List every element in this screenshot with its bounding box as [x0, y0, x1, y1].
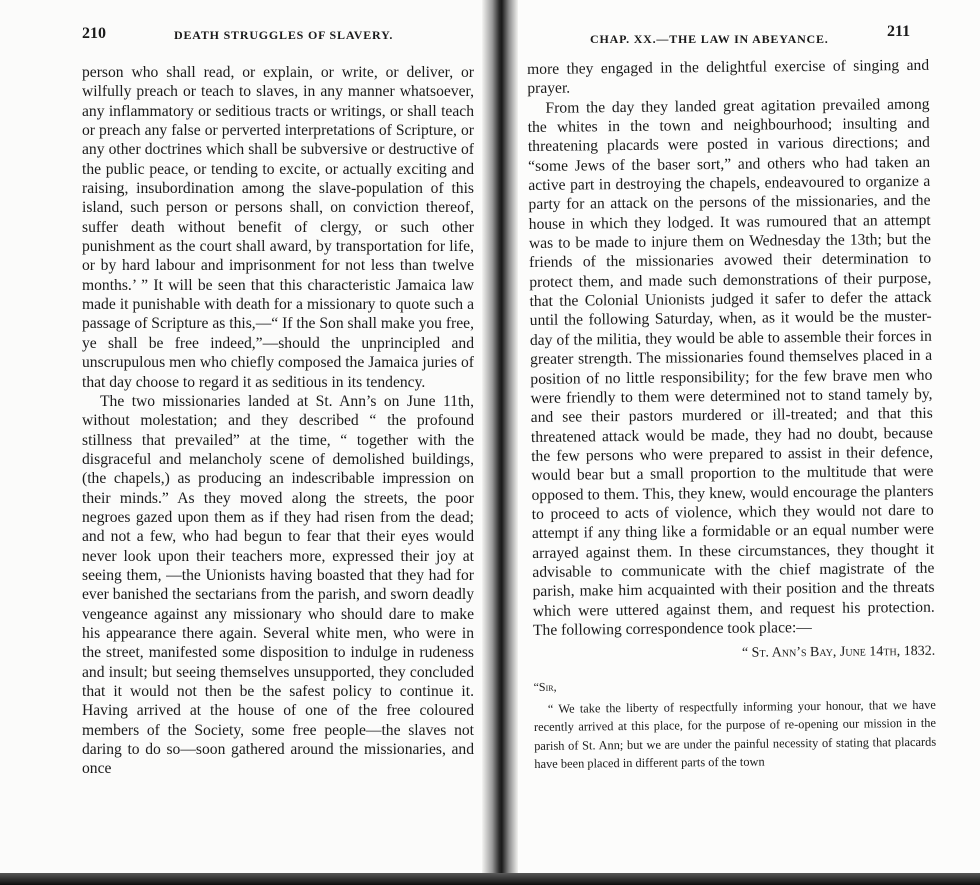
bottom-shadow-band	[0, 873, 980, 885]
left-paragraph-1: person who shall read, or explain, or write, or deliver, or wilfully preach or teach to slaves, in any manner whatsoever, any inflammatory or seditious tracts or writings, or shall teach or preach any false or perverted interpretations of Scripture, or any other doctrines which shall be subversive or destructive of the public peace, or tending to excite, or actually exciting and raising, insubordination among the slave-population of this island, such person or persons shall, on conviction thereof, suffer death without benefit of clergy, or such other punishment as the court shall award, by transportation for life, or by hard labour and imprisonment for not less than twelve months.’ ” It will be seen that this characteristic Jamaica law made it punishable with death for a missionary to quote such a passage of Scripture as this,—“ If the Son shall make you free, ye shall be free indeed,”—should the unprincipled and unscrupulous men who chiefly composed the Jamaica juries of that day choose to regard it as seditious in its tendency.	[82, 64, 474, 391]
left-paragraph-2: The two missionaries landed at St. Ann’s on June 11th, without molestation; and they described “ the profound stillness that prevailed” at the time, “ together with the disgraceful and melancholy scene of demolished buildings, (the chapels,) as producing an indescribable impression on their minds.” As they moved along the streets, the poor negroes gazed upon them as if they had risen from the dead; and not a few, who had begun to fear that their eyes would never look upon their teachers more, expressed their joy at seeing them, —the Unionists having boasted that they had for ever banished the sectarians from the parish, and sworn deadly vengeance against any missionary who should dare to make his appearance there again. Several white men, who were in the street, manifested some disposition to indulge in rudeness and insult; but seeing themselves unsupported, they concluded that it would not then be the safest policy to continue it. Having arrived at the house of one of the free coloured members of the Society, some free people—the slaves not daring to do so—soon gathered around the missionaries, and once	[82, 392, 474, 778]
left-page	[0, 0, 494, 870]
right-page	[512, 0, 980, 870]
right-paragraph-1: more they engaged in the delightful exercise of singing and prayer.	[527, 56, 930, 98]
right-paragraph-2: From the day they landed great agitation prevailed among the whites in the town and neighbourhood; insulting and threatening placards were posted in various directions; and “some Jews of the baser sort,” and others who had taken an active part in destroying the chapels, endeavoured to organize a party for an attack on the persons of the missionaries, and the house in which they lodged. It was rumoured that an attempt was to be made to injure them on Wednesday the 13th; but the friends of the missionaries avowed their determination to protect them, and made such demonstrations of their purpose, that the Colonial Unionists judged it safer to defer the attack until the following Saturday, when, as it would be the muster-day of the militia, they would be able to assemble their forces in greater strength. The missionaries found themselves placed in a position of no little responsibility; for the few brave men who were friendly to them were determined not to stand tamely by, and see their pastors murdered or ill-treated; and that this threatened attack would be made, they had no doubt, because the few persons who were prepared to assist in their defence, would bear but a small proportion to the multitude that were opposed to them. This, they knew, would encourage the planters to proceed to acts of violence, which they would not dare to attempt if any thing like a formidable or an equal number were arrayed against them. In these circumstances, they thought it advisable to communicate with the chief magistrate of the parish, make him acquainted with their position and the threats which were uttered against them, and request his protection. The following correspondence took place:—	[527, 95, 935, 639]
letter-body: “ We take the liberty of respectfully informing your honour, that we have recently arrived at this place, for the purpose of re-opening our mission in the parish of St. Ann; but we are under the painful necessity of stating that placards have been placed in different parts of the town	[533, 697, 937, 772]
right-page-number: 211	[887, 23, 911, 40]
book-gutter	[482, 0, 518, 885]
letter-salutation: “Sir,	[533, 679, 557, 694]
left-page-number: 210	[82, 25, 106, 42]
left-text-block	[82, 63, 474, 779]
letter-dateline: “ St. Ann’s Bay, June 14th, 1832.	[741, 644, 936, 662]
right-text-block	[527, 56, 936, 774]
left-running-head: DEATH STRUGGLES OF SLAVERY.	[174, 28, 394, 42]
right-running-head: CHAP. XX.—THE LAW IN ABEYANCE.	[590, 32, 829, 46]
